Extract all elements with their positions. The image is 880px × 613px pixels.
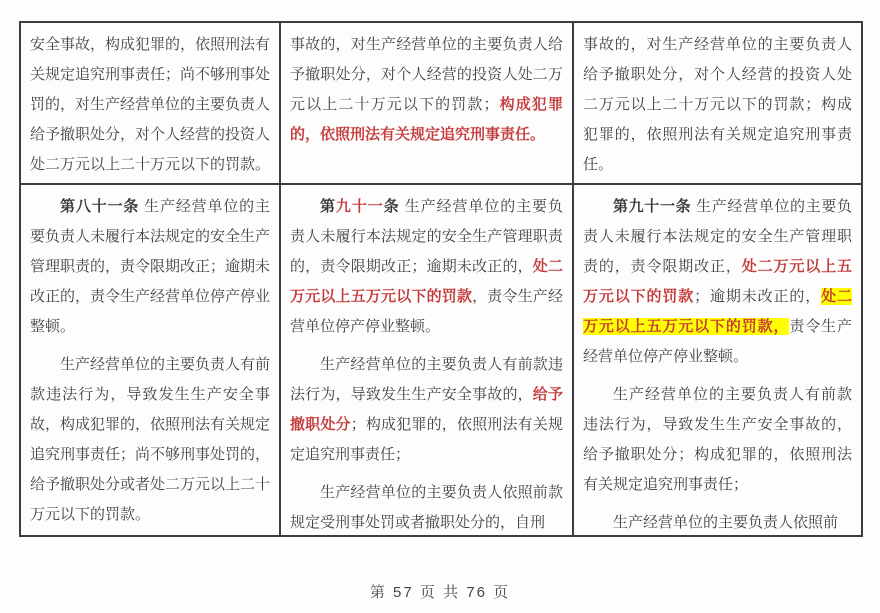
- law-article-paragraph: [30, 192, 270, 342]
- law-text-paragraph: [30, 350, 270, 530]
- page-number: 第 57 页 共 76 页: [369, 584, 511, 601]
- text-segment-normal: ，责令生产经营单位停产停业整顿。: [290, 288, 563, 335]
- text-segment-normal: 生产经营单位的主要负责人未履行本法规定的安全生产管理职责的，责令限期改正；逾期未改正的，: [290, 198, 563, 275]
- table-column-left: [21, 23, 279, 535]
- law-text-paragraph: [583, 380, 852, 500]
- text-segment-normal: ；逾期未改正的，: [694, 288, 822, 305]
- text-segment-red: 给予撤职处分: [290, 386, 563, 433]
- table-cell-middle-row1: [281, 23, 572, 185]
- table-cell-left-row2: [21, 185, 279, 535]
- text-segment-bold: 第八十一条: [60, 198, 140, 215]
- text-segment-normal: 事故的，对生产经营单位的主要负责人给予撤职处分，对个人经营的投资人处二万元以上二十万元以下的罚款；: [290, 36, 563, 113]
- law-text-paragraph: [290, 478, 563, 535]
- law-comparison-table: [19, 21, 863, 537]
- text-segment-red-hl: 处二万元以上五万元以下的罚款，: [583, 288, 852, 335]
- text-segment-normal: 生产经营单位的主要负责人未履行本法规定的安全生产管理职责的，责令限期改正，: [583, 198, 852, 275]
- law-text-paragraph: [30, 30, 270, 180]
- table-cell-left-row1: [21, 23, 279, 185]
- law-text-paragraph: [290, 30, 563, 150]
- law-text-paragraph: [290, 350, 563, 470]
- law-text-paragraph: [583, 30, 852, 180]
- text-segment-bold: 第: [320, 198, 336, 215]
- text-segment-red: 处二万元以上五万元以下的罚款: [290, 258, 563, 305]
- law-article-paragraph: [583, 192, 852, 372]
- text-segment-normal: 生产经营单位的主要负责人有前款违法行为，导致发生生产安全事故的，: [290, 356, 563, 403]
- text-segment-normal: 生产经营单位的主要负责人有前款违法行为，导致发生生产安全事故，构成犯罪的，依照刑法有关规定追究刑事责任；尚不够刑事处罚的，给予撤职处分或者处二万元以上二十万元以下的罚款。: [30, 356, 271, 523]
- text-segment-normal: 生产经营单位的主要负责人依照前款规定受刑事处罚或者撤职处分的，自刑: [290, 484, 563, 531]
- text-segment-bold: 第九十一条: [613, 198, 692, 215]
- text-segment-red: 九十一: [335, 198, 384, 215]
- text-segment-normal: 责令生产经营单位停产停业整顿。: [583, 318, 852, 365]
- law-article-paragraph: [290, 192, 563, 342]
- text-segment-red: 处二万元以上五万元以下的罚款: [583, 258, 852, 305]
- text-segment-normal: 生产经营单位的主要负责人未履行本法规定的安全生产管理职责的，责令限期改正；逾期未改正的，责令生产经营单位停产停业整顿。: [30, 198, 271, 335]
- table-cell-right-row1: [574, 23, 861, 185]
- text-segment-normal: 安全事故，构成犯罪的，依照刑法有关规定追究刑事责任；尚不够刑事处罚的，对生产经营单位的主要负责人给予撤职处分，对个人经营的投资人处二万元以上二十万元以下的罚款。: [30, 36, 271, 173]
- table-column-right: [572, 23, 861, 535]
- table-column-middle: [279, 23, 572, 535]
- text-segment-normal: ；构成犯罪的，依照刑法有关规定追究刑事责任；: [290, 416, 563, 463]
- table-cell-middle-row2: [281, 185, 572, 535]
- text-segment-normal: 生产经营单位的主要负责人依照前: [613, 514, 839, 531]
- text-segment-red: 构成犯罪的，依照刑法有关规定追究刑事责任。: [290, 96, 563, 143]
- text-segment-normal: 生产经营单位的主要负责人有前款违法行为，导致发生生产安全事故的，给予撤职处分；构成犯罪的，依照刑法有关规定追究刑事责任；: [583, 386, 852, 493]
- text-segment-bold: 条: [383, 198, 400, 215]
- law-text-paragraph: [583, 508, 852, 535]
- table-cell-right-row2: [574, 185, 861, 535]
- text-segment-normal: 事故的，对生产经营单位的主要负责人给予撤职处分，对个人经营的投资人处二万元以上二十万元以下的罚款；构成犯罪的，依照刑法有关规定追究刑事责任。: [583, 36, 852, 173]
